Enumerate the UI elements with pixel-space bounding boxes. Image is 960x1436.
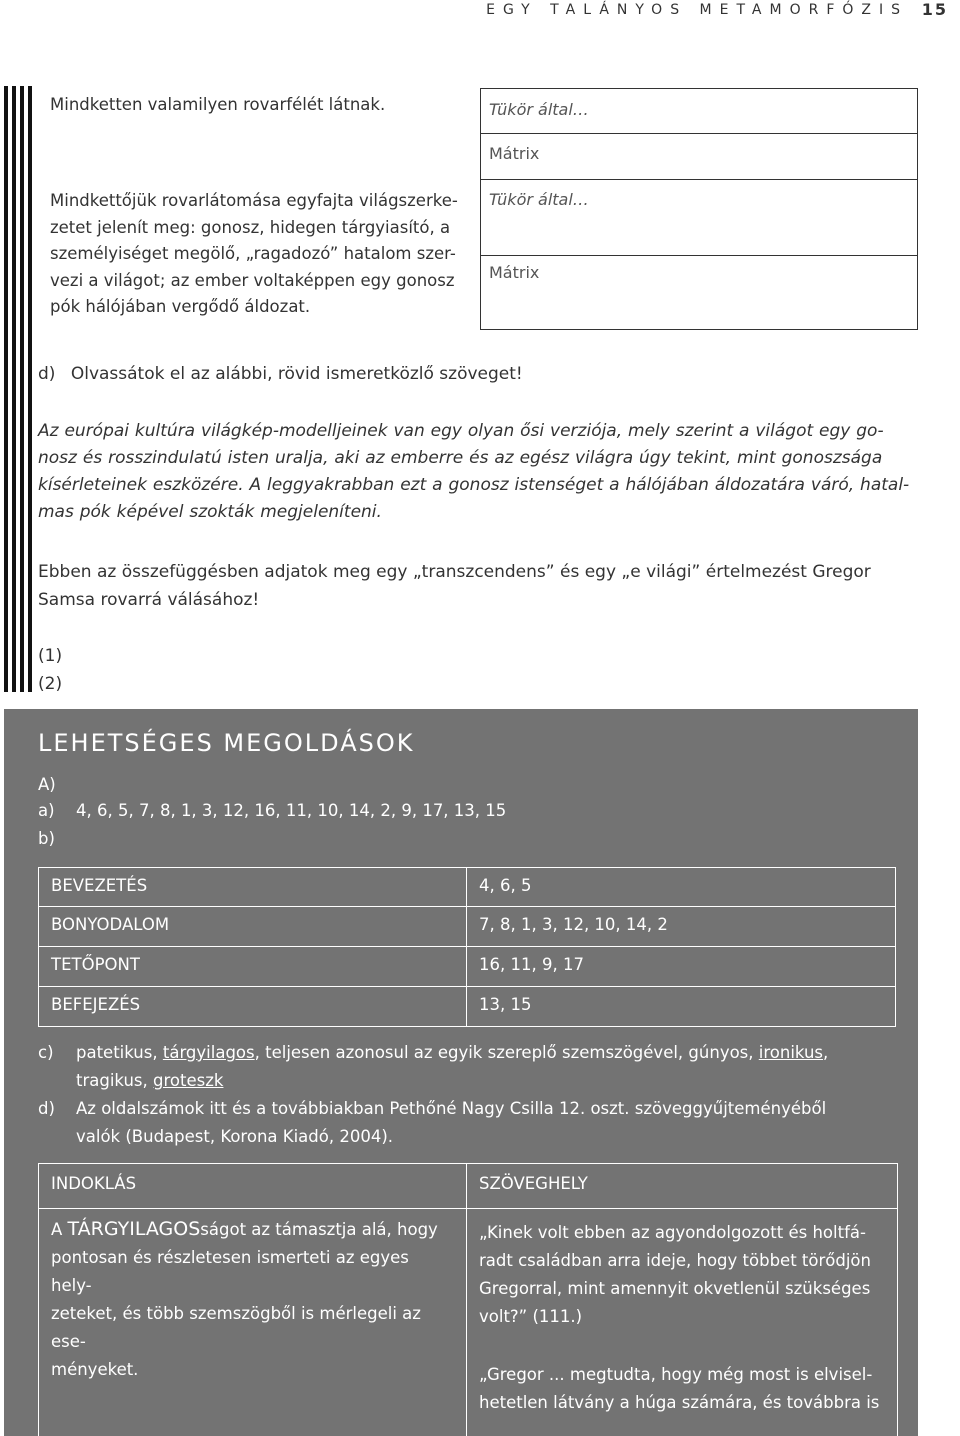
structure-name: BONYODALOM <box>38 907 466 947</box>
structure-row <box>38 987 896 1027</box>
structure-table <box>38 867 896 1027</box>
text-run: tragikus, <box>76 1071 154 1090</box>
structure-row <box>38 907 896 947</box>
text-line: mas pók képével szokták megjeleníteni. <box>38 502 382 522</box>
task-d-text: Olvassátok el az alábbi, rövid ismeretközlő szöveget! <box>70 364 523 384</box>
text-line: hetetlen látvány a húga számára, és továbbra is <box>479 1393 880 1412</box>
text-line: zetet jelenít meg: gonosz, hidegen tárgyiasító, a <box>50 217 451 237</box>
text-line: Mindkettőjük rovarlátomása egyfajta világszerke- <box>50 191 458 210</box>
instruction <box>38 558 920 614</box>
structure-row <box>38 867 896 907</box>
text-run: , <box>823 1043 829 1062</box>
emphasized-term: TÁRGYILAGOS <box>67 1218 201 1240</box>
structure-row <box>38 947 896 987</box>
text-line: ményeket. <box>51 1360 139 1379</box>
item-b-label: b) <box>38 829 55 848</box>
text-run: patetikus, <box>76 1043 163 1062</box>
structure-value: 7, 8, 1, 3, 12, 10, 14, 2 <box>466 907 896 947</box>
item-a-value: 4, 6, 5, 7, 8, 1, 3, 12, 16, 11, 10, 14, 2, 9, 17, 13, 15 <box>76 801 507 820</box>
reason-header: INDOKLÁS <box>38 1163 466 1209</box>
option-label: Tükör által… <box>489 189 589 209</box>
structure-value: 4, 6, 5 <box>466 867 896 907</box>
answer-slot-2: (2) <box>38 674 63 694</box>
structure-name: BEFEJEZÉS <box>38 987 466 1027</box>
task-d <box>38 360 920 388</box>
structure-value: 13, 15 <box>466 987 896 1027</box>
section-a-label: A) <box>38 775 56 794</box>
margin-bar <box>20 86 24 692</box>
task-row-1-option-1[interactable] <box>480 88 918 134</box>
text-line: nosz és rosszindulatú isten uralja, aki az emberre és az egész világra úgy tekint, mint gonoszsága <box>38 448 883 468</box>
reason-body <box>38 1209 466 1436</box>
option-label: Tükör által… <box>489 100 589 119</box>
text-line: Gregorral, mint amennyit okvetlenül szükséges <box>479 1279 871 1298</box>
item-d <box>38 1095 898 1151</box>
task-row-2-option-1[interactable] <box>480 179 918 256</box>
solutions-panel <box>4 709 918 1436</box>
task-row-1-option-2[interactable] <box>480 133 918 180</box>
text-line: radt családban arra ideje, hogy többet törődjön <box>479 1251 871 1270</box>
margin-bar <box>28 86 32 692</box>
item-a <box>38 801 506 820</box>
task-row-2-text <box>36 184 480 330</box>
text-line: kísérleteinek eszközére. A leggyakrabban ezt a gonosz istenséget a hálójában áldozatára váró, hatal- <box>38 475 910 495</box>
source-header: SZÖVEGHELY <box>466 1163 898 1209</box>
underlined-term: groteszk <box>153 1071 224 1090</box>
item-c-text <box>76 1039 898 1095</box>
text-line: Mindketten valamilyen rovarfélét látnak. <box>50 95 386 114</box>
item-d-text <box>76 1095 898 1151</box>
text-run: ságot az támasztja alá, hogy <box>200 1220 438 1239</box>
reason-table <box>38 1163 898 1436</box>
text-line: zeteket, és több szemszögből is mérlegeli az ese- <box>51 1304 421 1351</box>
text-run: A <box>51 1220 68 1239</box>
margin-bar <box>12 86 16 692</box>
task-row-2-option-2[interactable] <box>480 254 918 330</box>
text-line: valók (Budapest, Korona Kiadó, 2004). <box>76 1127 394 1146</box>
solutions-title: LEHETSÉGES MEGOLDÁSOK <box>38 729 415 757</box>
spacer <box>479 1331 885 1361</box>
running-title: EGY TALÁNYOS METAMORFÓZIS <box>486 2 908 18</box>
page-number: 15 <box>921 0 948 19</box>
structure-name: TETŐPONT <box>38 947 466 987</box>
text-line: „Kinek volt ebben az agyondolgozott és holtfá- <box>479 1223 866 1242</box>
option-label: Mátrix <box>489 143 540 163</box>
structure-name: BEVEZETÉS <box>38 867 466 907</box>
option-label: Mátrix <box>489 263 540 282</box>
text-line: pontosan és részletesen ismerteti az egyes hely- <box>51 1248 409 1295</box>
task-row-1-text <box>36 88 480 180</box>
text-line: pók hálójában vergődő áldozat. <box>50 297 311 316</box>
structure-value: 16, 11, 9, 17 <box>466 947 896 987</box>
running-header <box>0 0 960 22</box>
item-d-label: d) <box>38 1099 55 1118</box>
text-line: vezi a világot; az ember voltaképpen egy gonosz <box>50 270 455 290</box>
task-table <box>36 88 918 330</box>
text-line: személyiséget megölő, „ragadozó” hatalom szer- <box>50 244 456 263</box>
text-line <box>51 1215 454 1244</box>
text-line: Az oldalszámok itt és a továbbiakban Pethőné Nagy Csilla 12. oszt. szöveggyűjteményéből <box>76 1099 827 1118</box>
item-a-label: a) <box>38 801 55 820</box>
answer-slot-1: (1) <box>38 646 63 666</box>
text-line: volt?” (111.) <box>479 1307 583 1326</box>
task-d-label: d) <box>38 364 56 384</box>
underlined-term: tárgyilagos <box>162 1043 255 1062</box>
text-line: „Gregor ... megtudta, hogy még most is elvisel- <box>479 1365 873 1384</box>
source-body <box>466 1209 898 1436</box>
text-line: Samsa rovarrá válásához! <box>38 590 260 610</box>
answer-slots <box>38 642 920 698</box>
underlined-term: ironikus <box>758 1043 824 1062</box>
item-c-label: c) <box>38 1043 54 1062</box>
text-run: , teljesen azonosul az egyik szereplő szemszögével, gúnyos, <box>254 1043 759 1062</box>
text-line: Ebben az összefüggésben adjatok meg egy „transzcendens” és egy „e világi” értelmezést Gregor <box>38 562 871 582</box>
margin-bar <box>4 86 8 692</box>
text-line: Az európai kultúra világkép-modelljeinek van egy olyan ősi verziója, mely szerint a világot egy go- <box>38 421 884 441</box>
item-c <box>38 1039 898 1095</box>
info-text <box>38 418 920 526</box>
